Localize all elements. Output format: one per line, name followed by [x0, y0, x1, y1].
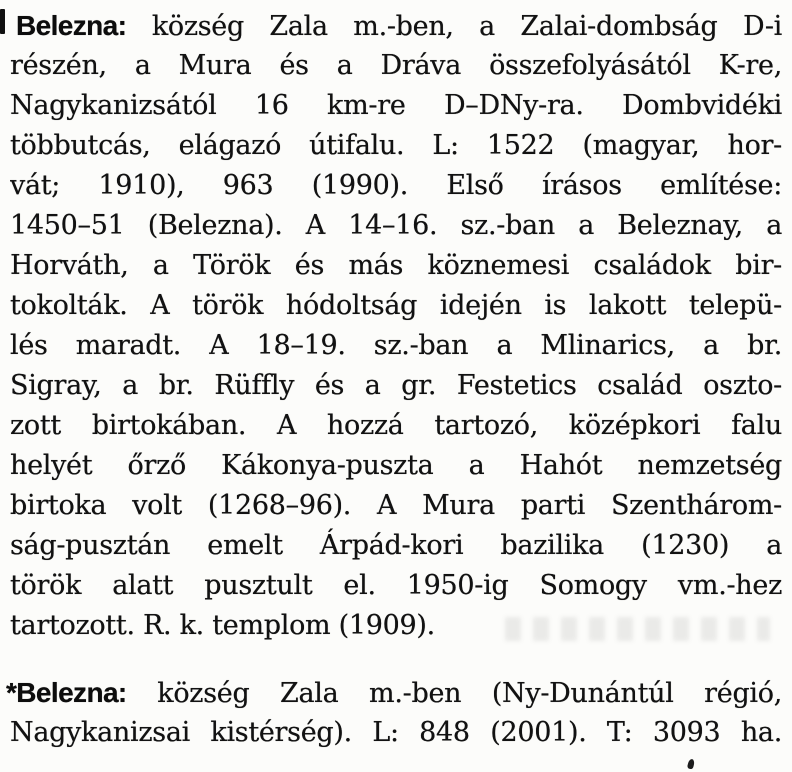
- entry-line: tokolták. A török hódoltság idején is lakott telepü-: [10, 290, 782, 321]
- entry-line: helyét őrző Kákonya-puszta a Hahót nemzetség: [10, 450, 782, 481]
- scan-artifact-left-edge: [0, 9, 5, 34]
- entry-line: lés maradt. A 18–19. sz.-ban a Mlinarics, a br.: [10, 330, 782, 361]
- entry-line-text: község Zala m.-ben, a Zalai-dombság D-i: [126, 11, 782, 42]
- dictionary-entry-belezna-2: [6, 673, 782, 753]
- entry-line: zott birtokában. A hozzá tartozó, középkori falu: [10, 410, 782, 441]
- entry-line: többutcás, elágazó útifalu. L: 1522 (magyar, hor-: [10, 130, 782, 161]
- entry-line: Sigray, a br. Rüffly és a gr. Festetics család oszto-: [10, 370, 782, 401]
- entry-line: vát; 1910), 963 (1990). Első írásos említése:: [10, 170, 782, 201]
- dictionary-entry-belezna: [10, 6, 782, 646]
- entry-line-text: község Zala m.-ben (Ny-Dunántúl régió,: [126, 678, 782, 709]
- entry-line: török alatt pusztult el. 1950-ig Somogy vm.-hez: [10, 570, 782, 601]
- entry-last-line: Nagykanizsai kistérség). L: 848 (2001). T: 3093 ha.: [10, 717, 782, 748]
- scan-artifact-stray-mark: [687, 758, 695, 769]
- entry-line: [6, 673, 782, 713]
- entry-headword: *Belezna:: [6, 677, 127, 708]
- entry-line: részén, a Mura és a Dráva összefolyásától K-re,: [10, 50, 782, 81]
- entry-headword: Belezna:: [16, 10, 127, 41]
- entry-line: [10, 6, 782, 46]
- scan-artifact-ghost-text: [505, 617, 770, 641]
- entry-line: birtoka volt (1268–96). A Mura parti Szenthárom-: [10, 490, 782, 521]
- entry-line: Horváth, a Török és más köznemesi családok bir-: [10, 250, 782, 281]
- entry-line: ság-pusztán emelt Árpád-kori bazilika (1230) a: [10, 530, 782, 561]
- entry-line: Nagykanizsától 16 km-re D–DNy-ra. Dombvidéki: [10, 90, 782, 121]
- entry-line: 1450–51 (Belezna). A 14–16. sz.-ban a Beleznay, a: [10, 210, 782, 241]
- entry-last-line: tartozott. R. k. templom (1909).: [10, 610, 435, 641]
